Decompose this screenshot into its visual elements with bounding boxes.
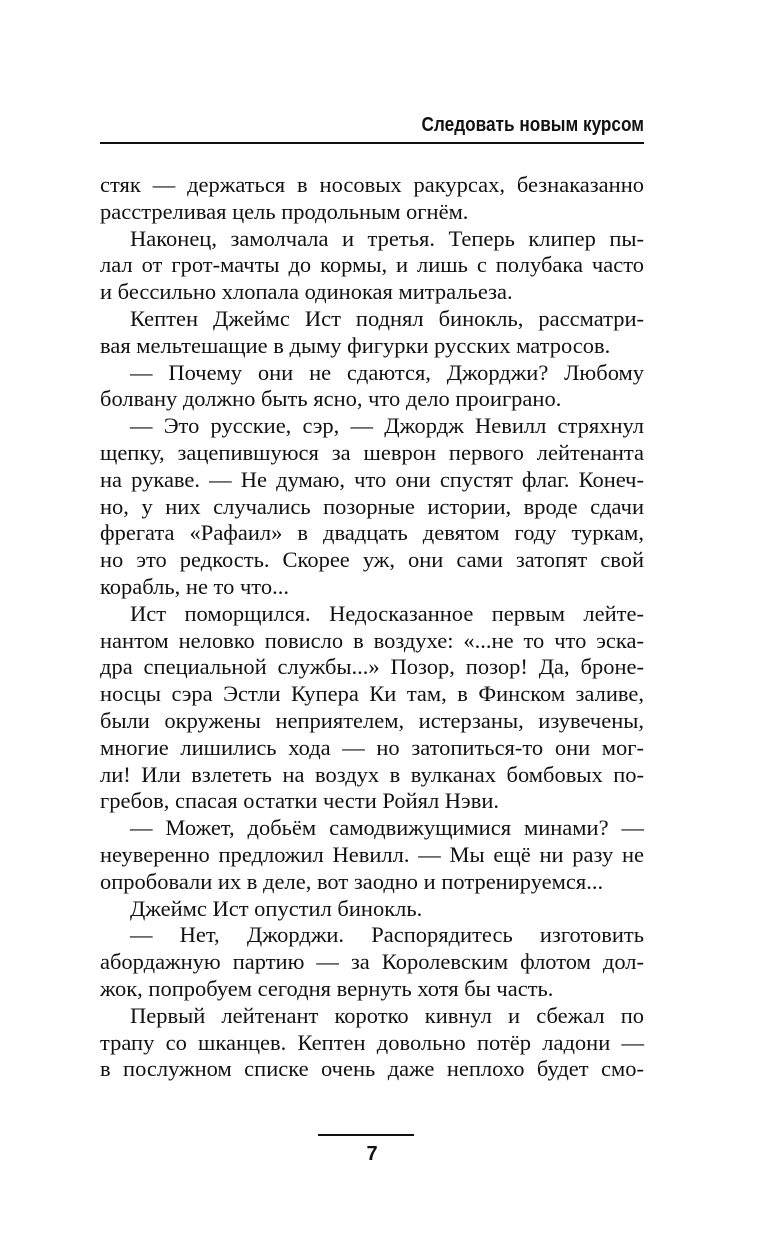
text-line	[100, 949, 644, 976]
text-line	[100, 494, 644, 521]
text-line-content: трапу со шканцев. Кептен довольно потёр ладони —	[100, 1029, 644, 1055]
text-line-content: нантом неловко повисло в воздухе: «...не то что эска-	[100, 627, 644, 653]
text-line	[100, 654, 644, 681]
text-line-content: на рукаве. — Не думаю, что они спустят флаг. Конеч-	[100, 466, 644, 492]
text-line	[100, 896, 644, 923]
text-line-content: — Это русские, сэр, — Джордж Невилл стряхнул	[130, 413, 644, 439]
text-line-content: Первый лейтенант коротко кивнул и сбежал по	[130, 1002, 644, 1028]
text-line	[100, 708, 644, 735]
text-line	[100, 681, 644, 708]
text-line-content: опробовали их в деле, вот заодно и потренируемся...	[100, 868, 604, 894]
text-line-content: и бессильно хлопала одинокая митральеза.	[100, 279, 513, 305]
text-line	[100, 1056, 644, 1083]
text-line	[100, 1003, 644, 1030]
text-line	[100, 199, 644, 226]
text-line	[100, 467, 644, 494]
text-line	[100, 628, 644, 655]
text-line	[100, 386, 644, 413]
text-line-content: болвану должно быть ясно, что дело проиграно.	[100, 386, 562, 412]
text-line	[100, 842, 644, 869]
text-line-content: были окружены неприятелем, истерзаны, изувечены,	[100, 707, 644, 733]
text-line	[100, 762, 644, 789]
text-line	[100, 922, 644, 949]
text-line-content: абордажную партию — за Королевским флотом дол-	[100, 949, 644, 975]
text-line-content: — Почему они не сдаются, Джорджи? Любому	[130, 359, 644, 385]
text-line-content: — Может, добьём самодвижущимися минами? —	[130, 815, 644, 841]
text-line-content: Джеймс Ист опустил бинокль.	[130, 895, 423, 921]
text-line-content: ли! Или взлететь на воздух в вулканах бомбовых по-	[100, 761, 644, 787]
text-line	[100, 574, 644, 601]
text-line-content: вая мельтешащие в дыму фигурки русских матросов.	[100, 332, 611, 358]
text-line	[100, 735, 644, 762]
text-line	[100, 788, 644, 815]
text-line-content: фрегата «Рафаил» в двадцать девятом году туркам,	[100, 520, 644, 546]
text-line-content: Ист поморщился. Недосказанное первым лейте-	[130, 600, 644, 626]
text-line	[100, 172, 644, 199]
footer-divider	[318, 1134, 414, 1136]
text-line	[100, 869, 644, 896]
text-line-content: но, у них случались позорные истории, вроде сдачи	[100, 493, 644, 519]
text-line-content: дра специальной службы...» Позор, позор! Да, броне-	[100, 654, 644, 680]
text-line-content: корабль, не то что...	[100, 573, 289, 599]
text-line	[100, 413, 644, 440]
text-line	[100, 601, 644, 628]
text-line-content: носцы сэра Эстли Купера Ки там, в Финском заливе,	[100, 681, 644, 707]
text-line-content: Наконец, замолчала и третья. Теперь клипер пы-	[130, 225, 644, 251]
text-line	[100, 520, 644, 547]
text-line-content: многие лишились хода — но затопиться-то они мог-	[100, 734, 644, 760]
text-line-content: в послужном списке очень даже неплохо будет смо-	[100, 1056, 644, 1082]
text-line	[100, 306, 644, 333]
text-line	[100, 226, 644, 253]
text-line-content: но это редкость. Скорее уж, они сами затопят свой	[100, 547, 644, 573]
text-line-content: — Нет, Джорджи. Распорядитесь изготовить	[130, 922, 644, 948]
text-line-content: гребов, спасая остатки чести Ройял Нэви.	[100, 788, 500, 814]
text-line-content: неуверенно предложил Невилл. — Мы ещё ни разу не	[100, 841, 644, 867]
text-line	[100, 976, 644, 1003]
text-line-content: Кептен Джеймс Ист поднял бинокль, рассматри-	[130, 305, 644, 331]
text-line	[100, 547, 644, 574]
text-line	[100, 279, 644, 306]
text-line-content: щепку, зацепившуюся за шеврон первого лейтенанта	[100, 439, 644, 465]
text-line-content: жок, попробуем сегодня вернуть хотя бы часть.	[100, 975, 554, 1001]
text-line-content: стяк — держаться в носовых ракурсах, безнаказанно	[100, 172, 644, 197]
text-line	[100, 333, 644, 360]
text-line	[100, 440, 644, 467]
text-line	[100, 360, 644, 387]
page-number: 7	[366, 1143, 378, 1165]
running-header: Следовать новым курсом	[421, 114, 644, 136]
header-divider	[100, 142, 644, 144]
text-line	[100, 1030, 644, 1057]
text-line	[100, 252, 644, 279]
body-text	[100, 172, 644, 1083]
text-line	[100, 815, 644, 842]
text-line-content: лал от грот-мачты до кормы, и лишь с полубака часто	[100, 252, 644, 278]
text-line-content: расстреливая цель продольным огнём.	[100, 198, 469, 224]
